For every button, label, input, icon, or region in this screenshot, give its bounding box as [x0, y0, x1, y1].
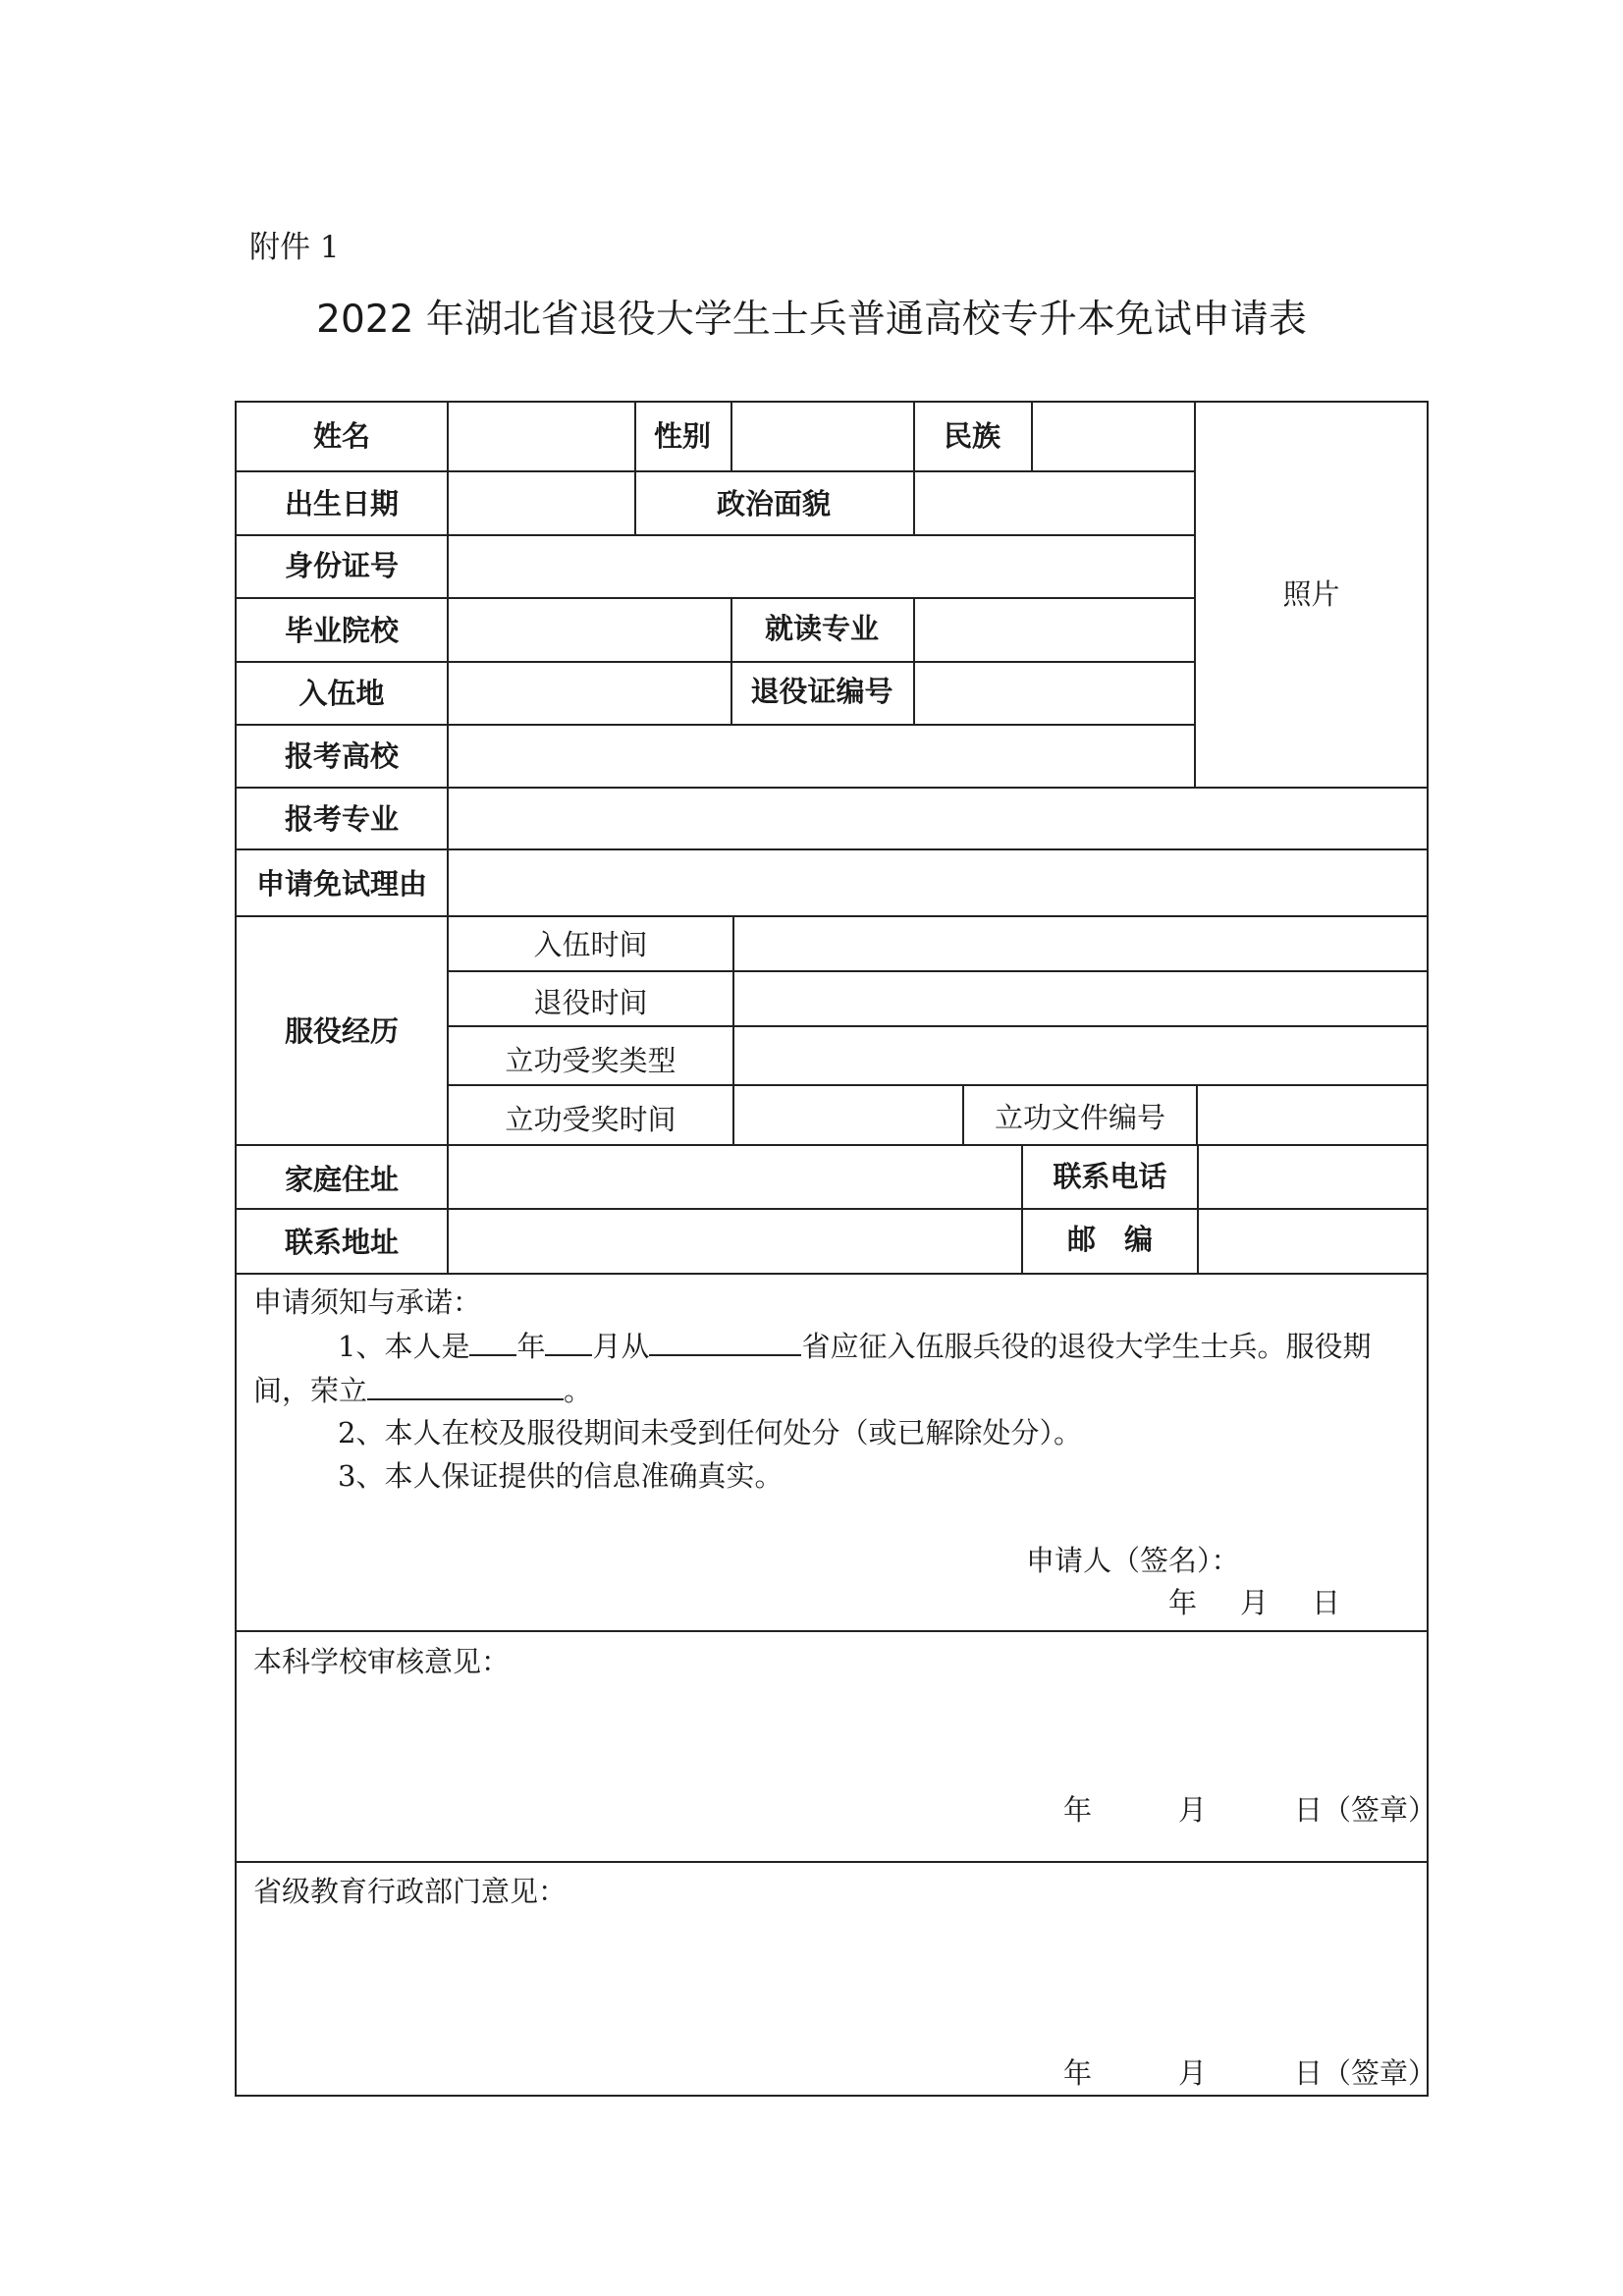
school-review-field[interactable] [237, 1687, 1427, 1795]
service-history-label: 服役经历 [284, 1014, 399, 1048]
applied-school-field[interactable] [449, 726, 1194, 787]
award-doc-no-label: 立功文件编号 [994, 1101, 1165, 1134]
major-studied-label: 就读专业 [764, 612, 879, 645]
enlistment-place-field[interactable] [449, 663, 730, 724]
photo-label: 照片 [1282, 577, 1340, 611]
year-blank[interactable] [469, 1325, 516, 1356]
major-studied-field[interactable] [915, 599, 1194, 661]
home-address-field[interactable] [449, 1146, 1021, 1208]
discharge-cert-no-field[interactable] [915, 663, 1194, 724]
photo-box[interactable] [1196, 403, 1427, 787]
pledge-item-1-month: 月从 [592, 1330, 650, 1363]
province-review-day-seal: 日（签章） [1294, 2056, 1437, 2090]
award-time-field[interactable] [734, 1086, 962, 1144]
political-status-label: 政治面貌 [716, 487, 831, 520]
merit-blank[interactable] [367, 1369, 564, 1400]
phone-label: 联系电话 [1053, 1160, 1167, 1193]
discharge-time-field[interactable] [734, 972, 1427, 1025]
postcode-label: 邮 编 [1066, 1223, 1153, 1256]
pledge-date-year: 年 [1168, 1586, 1198, 1619]
award-time-label: 立功受奖时间 [505, 1103, 676, 1136]
award-type-label: 立功受奖类型 [505, 1044, 676, 1077]
pledge-date-day: 日 [1312, 1586, 1341, 1619]
pledge-item-2: 2、本人在校及服役期间未受到任何处分（或已解除处分）。 [338, 1416, 1082, 1449]
enlistment-time-field[interactable] [734, 917, 1427, 970]
name-label: 姓名 [312, 419, 370, 453]
province-review-field[interactable] [237, 1917, 1427, 2054]
ethnicity-field[interactable] [1033, 403, 1194, 470]
contact-address-field[interactable] [449, 1210, 1021, 1273]
phone-field[interactable] [1199, 1146, 1427, 1208]
pledge-item-1-cont [253, 1369, 592, 1410]
name-field[interactable] [449, 403, 634, 470]
pledge-item-1-year: 年 [516, 1330, 546, 1363]
school-review-year: 年 [1063, 1793, 1093, 1827]
province-review-heading: 省级教育行政部门意见： [253, 1875, 568, 1908]
applied-school-label: 报考高校 [284, 739, 399, 773]
pledge-item-1-end: 。 [564, 1374, 593, 1407]
month-blank[interactable] [545, 1325, 592, 1356]
pledge-heading: 申请须知与承诺： [253, 1285, 482, 1319]
exemption-reason-label: 申请免试理由 [255, 867, 427, 901]
postcode-field[interactable] [1199, 1210, 1427, 1273]
discharge-time-label: 退役时间 [533, 986, 648, 1019]
province-blank[interactable] [649, 1325, 801, 1356]
enlistment-time-label: 入伍时间 [533, 928, 648, 961]
birth-date-label: 出生日期 [284, 487, 399, 520]
enlistment-place-label: 入伍地 [298, 677, 385, 710]
pledge-item-3: 3、本人保证提供的信息准确真实。 [338, 1459, 784, 1493]
birth-date-field[interactable] [449, 472, 634, 534]
pledge-item-1-c: 间，荣立 [253, 1374, 368, 1407]
graduated-school-label: 毕业院校 [284, 614, 399, 647]
pledge-date-month: 月 [1240, 1586, 1270, 1619]
gender-label: 性别 [653, 419, 711, 453]
applicant-signature-field[interactable] [1257, 1537, 1424, 1580]
page-title: 2022 年湖北省退役大学生士兵普通高校专升本免试申请表 [316, 298, 1307, 342]
home-address-label: 家庭住址 [284, 1163, 399, 1196]
pledge-item-1-b: 省应征入伍服兵役的退役大学生士兵。服役期 [801, 1330, 1372, 1363]
contact-address-label: 联系地址 [284, 1226, 399, 1259]
province-review-year: 年 [1063, 2056, 1093, 2090]
gender-field[interactable] [732, 403, 913, 470]
school-review-heading: 本科学校审核意见： [253, 1645, 511, 1678]
award-doc-no-field[interactable] [1198, 1086, 1427, 1144]
ethnicity-label: 民族 [943, 419, 1001, 453]
province-review-month: 月 [1178, 2056, 1208, 2090]
exemption-reason-field[interactable] [449, 850, 1427, 915]
applicant-signature-label: 申请人（签名）： [1026, 1544, 1240, 1577]
attachment-label: 附件 1 [249, 230, 340, 265]
applied-major-label: 报考专业 [284, 802, 399, 836]
discharge-cert-no-label: 退役证编号 [750, 675, 893, 708]
school-review-day-seal: 日（签章） [1294, 1793, 1437, 1827]
pledge-item-1-a: 1、本人是 [338, 1330, 470, 1363]
id-number-field[interactable] [449, 536, 1194, 597]
school-review-month: 月 [1178, 1793, 1208, 1827]
political-status-field[interactable] [915, 472, 1194, 534]
applied-major-field[interactable] [449, 789, 1427, 848]
id-number-label: 身份证号 [284, 549, 399, 582]
pledge-item-1 [338, 1325, 1372, 1366]
award-type-field[interactable] [734, 1027, 1427, 1084]
graduated-school-field[interactable] [449, 599, 730, 661]
